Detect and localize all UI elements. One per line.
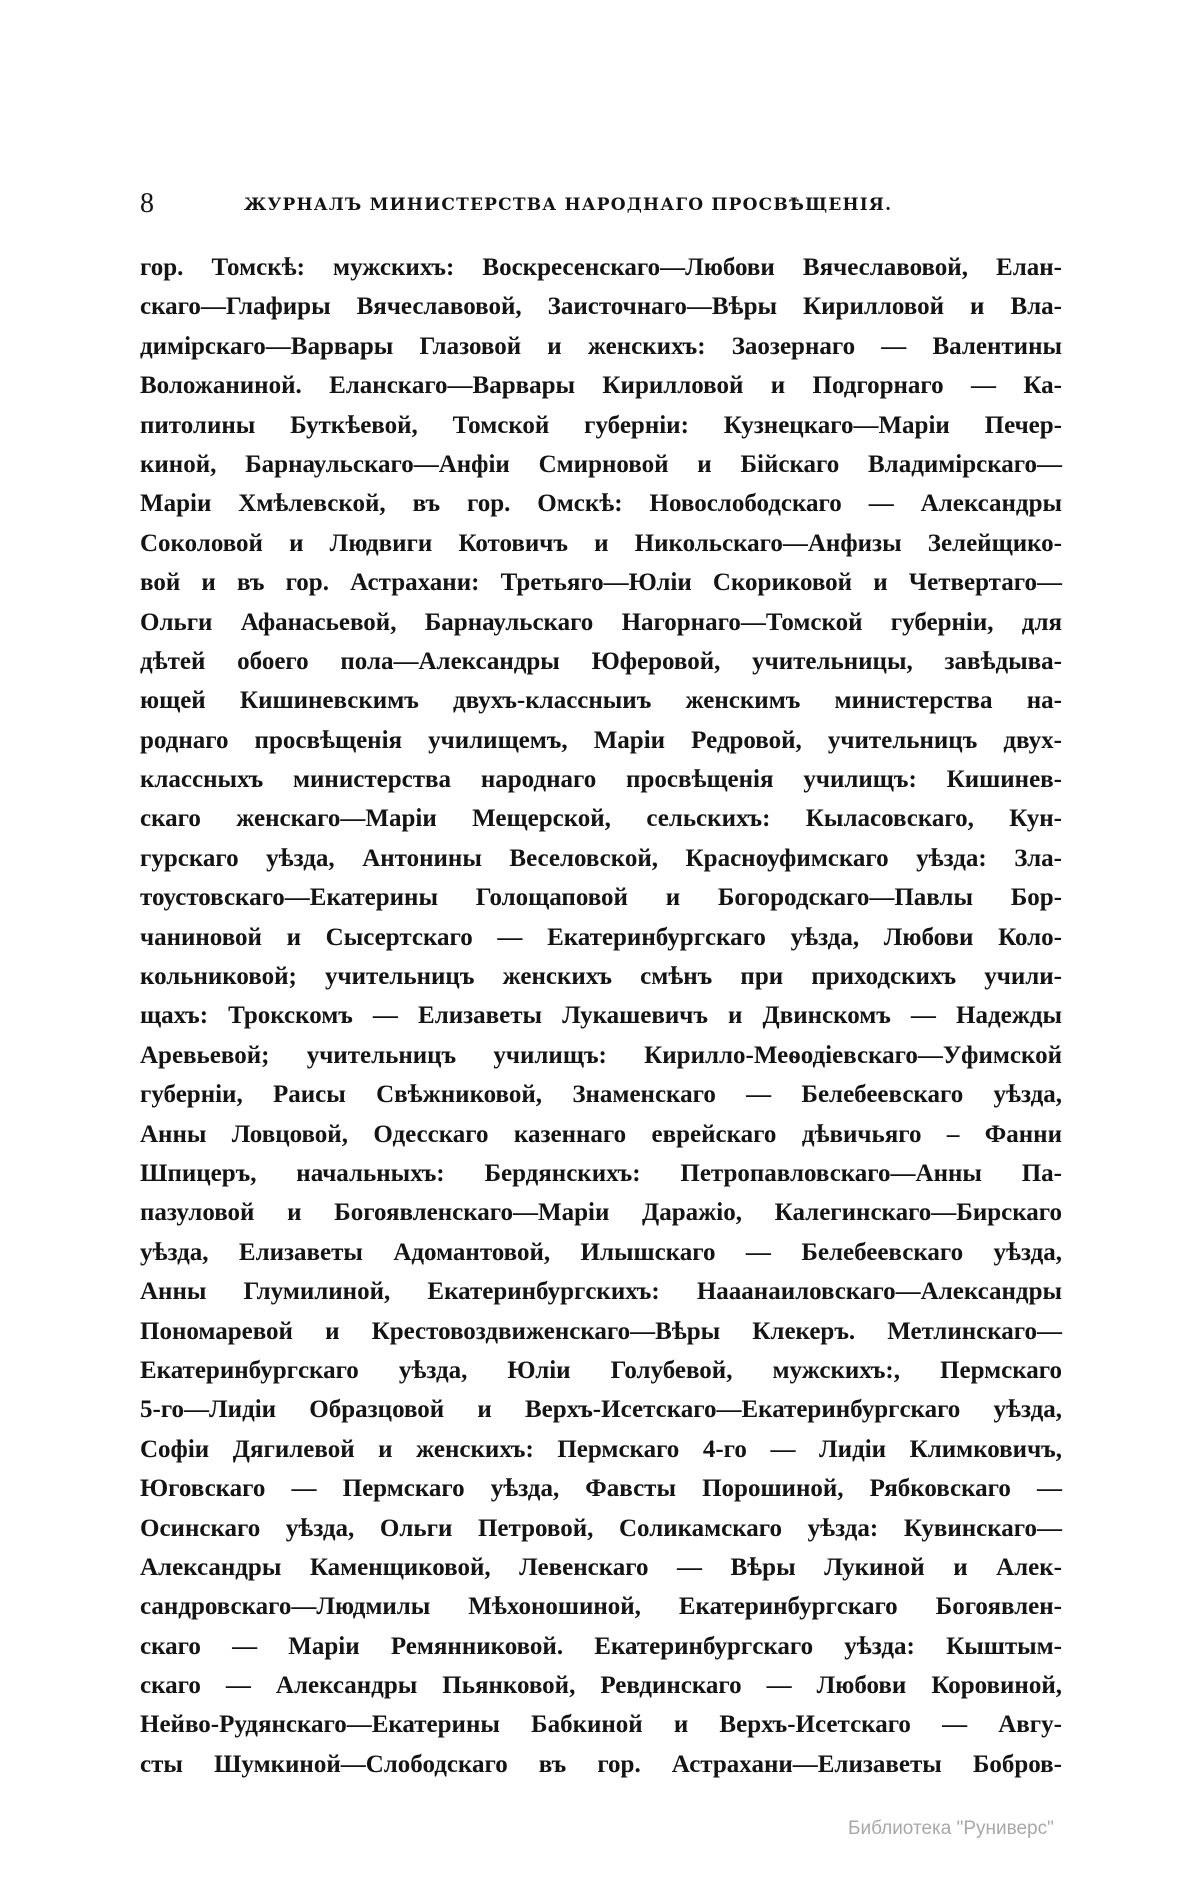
text-line: сандровскаго—Людмилы Мѣхоношиной, Екатеринбургскаго Богоявлен-: [140, 1593, 1062, 1621]
text-line: щахъ: Трокскомъ — Елизаветы Лукашевичъ и Двинскомъ — Надежды: [140, 1002, 1062, 1030]
text-line: скаго женскаго—Маріи Мещерской, сельскихъ: Кыласовскаго, Кун-: [140, 805, 1062, 833]
text-line: Осинскаго уѣзда, Ольги Петровой, Соликамскаго уѣзда: Кувинскаго—: [140, 1514, 1062, 1542]
text-line: тоустовскаго—Екатерины Голощаповой и Богородскаго—Павлы Бор-: [140, 884, 1062, 912]
text-line: вой и въ гор. Астрахани: Третьяго—Юліи Скориковой и Четвертаго—: [140, 569, 1062, 597]
text-line: Шпицеръ, начальныхъ: Бердянскихъ: Петропавловскаго—Анны Па-: [140, 1159, 1062, 1187]
text-line: Анны Глумилиной, Екатеринбургскихъ: Нааанаиловскаго—Александры: [140, 1278, 1062, 1306]
text-line: Воложаниной. Еланскаго—Варвары Кирилловой и Подгорнаго — Ка-: [140, 372, 1062, 400]
text-line: скаго—Глафиры Вячеславовой, Заисточнаго—Вѣры Кирилловой и Вла-: [140, 293, 1062, 321]
text-line: скаго — Александры Пьянковой, Ревдинскаго — Любови Коровиной,: [140, 1672, 1062, 1700]
text-line: Пономаревой и Крестовоздвиженскаго—Вѣры Клекеръ. Метлинскаго—: [140, 1317, 1062, 1345]
text-line: Аревьевой; учительницъ училищъ: Кирилло-Меѳодіевскаго—Уфимской: [140, 1041, 1062, 1069]
text-line: питолины Буткѣевой, Томской губерніи: Кузнецкаго—Маріи Печер-: [140, 411, 1062, 439]
page-number: 8: [140, 188, 154, 219]
text-line: скаго — Маріи Ремянниковой. Екатеринбургскаго уѣзда: Кыштым-: [140, 1632, 1062, 1660]
text-line: Екатеринбургскаго уѣзда, Юліи Голубевой, мужскихъ:, Пермскаго: [140, 1356, 1062, 1384]
text-line: ющей Кишиневскимъ двухъ-классныиъ женскимъ министерства на-: [140, 687, 1062, 715]
text-line: Ольги Афанасьевой, Барнаульскаго Нагорнаго—Томской губерніи, для: [140, 608, 1062, 636]
text-line: губерніи, Раисы Свѣжниковой, Знаменскаго — Белебеевскаго уѣзда,: [140, 1081, 1062, 1109]
text-line: уѣзда, Елизаветы Адомантовой, Илышскаго — Белебеевскаго уѣзда,: [140, 1238, 1062, 1266]
text-line: Александры Каменщиковой, Левенскаго — Вѣры Лукиной и Алек-: [140, 1553, 1062, 1581]
text-line: 5-го—Лидіи Образцовой и Верхъ-Исетскаго—Екатеринбургскаго уѣзда,: [140, 1396, 1062, 1424]
text-line: чаниновой и Сысертскаго — Екатеринбургскаго уѣзда, Любови Коло-: [140, 923, 1062, 951]
text-line: Софіи Дягилевой и женскихъ: Пермскаго 4-го — Лидіи Климковичъ,: [140, 1435, 1062, 1463]
body-text: [140, 248, 1062, 1784]
text-line: Маріи Хмѣлевской, въ гор. Омскѣ: Новослободскаго — Александры: [140, 490, 1062, 518]
text-line: дѣтей обоего пола—Александры Юферовой, учительницы, завѣдыва-: [140, 647, 1062, 675]
running-title: ЖУРНАЛЪ МИНИСТЕРСТВА НАРОДНАГО ПРОСВѢЩЕНІЯ.: [244, 195, 893, 215]
text-line: кольниковой; учительницъ женскихъ смѣнъ при приходскихъ учили-: [140, 963, 1062, 991]
text-line: пазуловой и Богоявленскаго—Маріи Даражіо, Калегинскаго—Бирскаго: [140, 1199, 1062, 1227]
text-line: Анны Ловцовой, Одесскаго казеннаго еврейскаго дѣвичьяго – Фанни: [140, 1120, 1062, 1148]
text-line: сты Шумкиной—Слободскаго въ гор. Астрахани—Елизаветы Бобров-: [140, 1750, 1062, 1778]
text-line: Юговскаго — Пермскаго уѣзда, Фавсты Порошиной, Рябковскаго —: [140, 1475, 1062, 1503]
text-line: киной, Барнаульскаго—Анфіи Смирновой и Бійскаго Владимірскаго—: [140, 450, 1062, 478]
text-line: Соколовой и Людвиги Котовичъ и Никольскаго—Анфизы Зелейщико-: [140, 529, 1062, 557]
text-line: Нейво-Рудянскаго—Екатерины Бабкиной и Верхъ-Исетскаго — Авгу-: [140, 1711, 1062, 1739]
text-line: гор. Томскѣ: мужскихъ: Воскресенскаго—Любови Вячеславовой, Елан-: [140, 254, 1062, 281]
text-line: гурскаго уѣзда, Антонины Веселовской, Красноуфимскаго уѣзда: Зла-: [140, 844, 1062, 872]
text-line: классныхъ министерства народнаго просвѣщенія училищъ: Кишинев-: [140, 766, 1062, 794]
text-line: роднаго просвѣщенія училищемъ, Маріи Редровой, учительницъ двух-: [140, 726, 1062, 754]
text-line: димірскаго—Варвары Глазовой и женскихъ: Заозернаго — Валентины: [140, 332, 1062, 360]
library-watermark: Библиотека "Руниверс": [848, 1818, 1054, 1839]
